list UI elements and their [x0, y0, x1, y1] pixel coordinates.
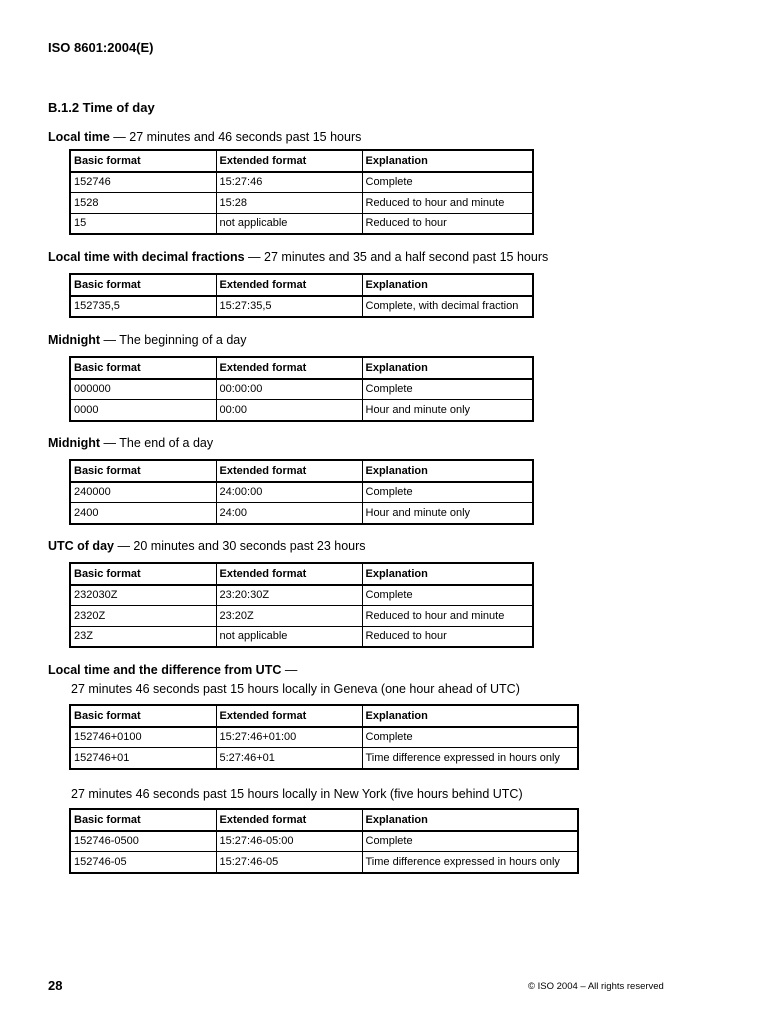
header-row: [70, 563, 533, 585]
table-cell: 23:20:30Z: [216, 585, 362, 606]
column-header: Extended format: [216, 274, 362, 296]
column-header: Explanation: [362, 150, 533, 172]
column-header: Extended format: [216, 705, 362, 727]
column-header: Extended format: [216, 357, 362, 379]
table-cell: Reduced to hour and minute: [362, 193, 533, 214]
table-cell: 152746+01: [70, 748, 216, 769]
table-cell: 00:00:00: [216, 379, 362, 400]
header-row: [70, 274, 533, 296]
format-table: [69, 149, 534, 235]
table-cell: 15: [70, 213, 216, 234]
table-cell: 00:00: [216, 400, 362, 421]
caption-term: Local time with decimal fractions: [48, 250, 245, 264]
format-table: [69, 459, 534, 525]
column-header: Basic format: [70, 563, 216, 585]
table-row: [70, 482, 533, 503]
table-cell: 232030Z: [70, 585, 216, 606]
table-cell: Complete: [362, 482, 533, 503]
table-cell: 15:27:35,5: [216, 296, 362, 318]
table-row: [70, 727, 578, 748]
table-row: [70, 400, 533, 421]
table-row: [70, 296, 533, 318]
table-cell: Reduced to hour: [362, 626, 533, 647]
table-row: [70, 193, 533, 214]
caption-term: Local time and the difference from UTC: [48, 663, 282, 677]
header-row: [70, 150, 533, 172]
table-cell: 23Z: [70, 626, 216, 647]
table-cell: 15:27:46: [216, 172, 362, 193]
table-subcaption: 27 minutes 46 seconds past 15 hours locally in New York (five hours behind UTC): [71, 787, 523, 801]
table-cell: 1528: [70, 193, 216, 214]
table-cell: Complete, with decimal fraction: [362, 296, 533, 318]
table-cell: Time difference expressed in hours only: [362, 748, 578, 769]
column-header: Explanation: [362, 460, 533, 482]
page-number: 28: [48, 978, 63, 993]
table-caption: [48, 333, 246, 347]
column-header: Extended format: [216, 809, 362, 831]
column-header: Explanation: [362, 563, 533, 585]
table-row: [70, 606, 533, 627]
table-cell: 15:27:46+01:00: [216, 727, 362, 748]
column-header: Basic format: [70, 274, 216, 296]
table-cell: Complete: [362, 727, 578, 748]
table-caption: [48, 539, 366, 553]
document-id: ISO 8601:2004(E): [48, 40, 154, 55]
table-cell: 152746: [70, 172, 216, 193]
column-header: Explanation: [362, 809, 578, 831]
table-cell: Reduced to hour and minute: [362, 606, 533, 627]
column-header: Basic format: [70, 150, 216, 172]
table-row: [70, 503, 533, 524]
table-row: [70, 852, 578, 873]
header-row: [70, 357, 533, 379]
table-caption: [48, 663, 297, 677]
table-cell: Complete: [362, 379, 533, 400]
column-header: Basic format: [70, 357, 216, 379]
header-row: [70, 809, 578, 831]
format-table: [69, 273, 534, 318]
table-row: [70, 748, 578, 769]
caption-description: — The end of a day: [100, 436, 214, 450]
header-row: [70, 705, 578, 727]
format-table: [69, 562, 534, 648]
caption-description: —: [281, 663, 298, 677]
caption-description: — 27 minutes and 35 and a half second past 15 hours: [244, 250, 549, 264]
table-cell: 000000: [70, 379, 216, 400]
table-cell: Complete: [362, 172, 533, 193]
column-header: Explanation: [362, 705, 578, 727]
table-cell: Hour and minute only: [362, 503, 533, 524]
caption-term: Local time: [48, 130, 110, 144]
table-cell: Hour and minute only: [362, 400, 533, 421]
caption-term: Midnight: [48, 333, 101, 347]
column-header: Extended format: [216, 150, 362, 172]
column-header: Extended format: [216, 563, 362, 585]
table-cell: 15:28: [216, 193, 362, 214]
table-cell: 5:27:46+01: [216, 748, 362, 769]
table-cell: Complete: [362, 831, 578, 852]
caption-description: — The beginning of a day: [100, 333, 247, 347]
table-cell: 152735,5: [70, 296, 216, 318]
table-cell: Complete: [362, 585, 533, 606]
copyright-notice: © ISO 2004 – All rights reserved: [528, 981, 664, 992]
column-header: Extended format: [216, 460, 362, 482]
header-row: [70, 460, 533, 482]
table-row: [70, 379, 533, 400]
table-caption: [48, 130, 361, 144]
table-row: [70, 213, 533, 234]
table-caption: [48, 250, 548, 264]
table-cell: 24:00: [216, 503, 362, 524]
table-cell: 2320Z: [70, 606, 216, 627]
column-header: Basic format: [70, 460, 216, 482]
format-table: [69, 704, 579, 770]
format-table: [69, 808, 579, 874]
table-subcaption: 27 minutes 46 seconds past 15 hours locally in Geneva (one hour ahead of UTC): [71, 682, 520, 696]
table-cell: 152746-0500: [70, 831, 216, 852]
table-cell: Time difference expressed in hours only: [362, 852, 578, 873]
column-header: Explanation: [362, 274, 533, 296]
table-cell: not applicable: [216, 626, 362, 647]
table-cell: 23:20Z: [216, 606, 362, 627]
table-cell: 15:27:46-05: [216, 852, 362, 873]
table-cell: not applicable: [216, 213, 362, 234]
column-header: Explanation: [362, 357, 533, 379]
table-row: [70, 831, 578, 852]
table-cell: Reduced to hour: [362, 213, 533, 234]
table-cell: 2400: [70, 503, 216, 524]
table-cell: 24:00:00: [216, 482, 362, 503]
table-cell: 240000: [70, 482, 216, 503]
caption-term: UTC of day: [48, 539, 114, 553]
table-cell: 15:27:46-05:00: [216, 831, 362, 852]
caption-description: — 27 minutes and 46 seconds past 15 hours: [109, 130, 362, 144]
table-cell: 152746-05: [70, 852, 216, 873]
column-header: Basic format: [70, 809, 216, 831]
section-title: B.1.2 Time of day: [48, 100, 155, 115]
caption-description: — 20 minutes and 30 seconds past 23 hours: [113, 539, 366, 553]
table-cell: 152746+0100: [70, 727, 216, 748]
column-header: Basic format: [70, 705, 216, 727]
table-row: [70, 172, 533, 193]
table-row: [70, 626, 533, 647]
table-caption: [48, 436, 213, 450]
table-row: [70, 585, 533, 606]
table-cell: 0000: [70, 400, 216, 421]
caption-term: Midnight: [48, 436, 101, 450]
format-table: [69, 356, 534, 422]
